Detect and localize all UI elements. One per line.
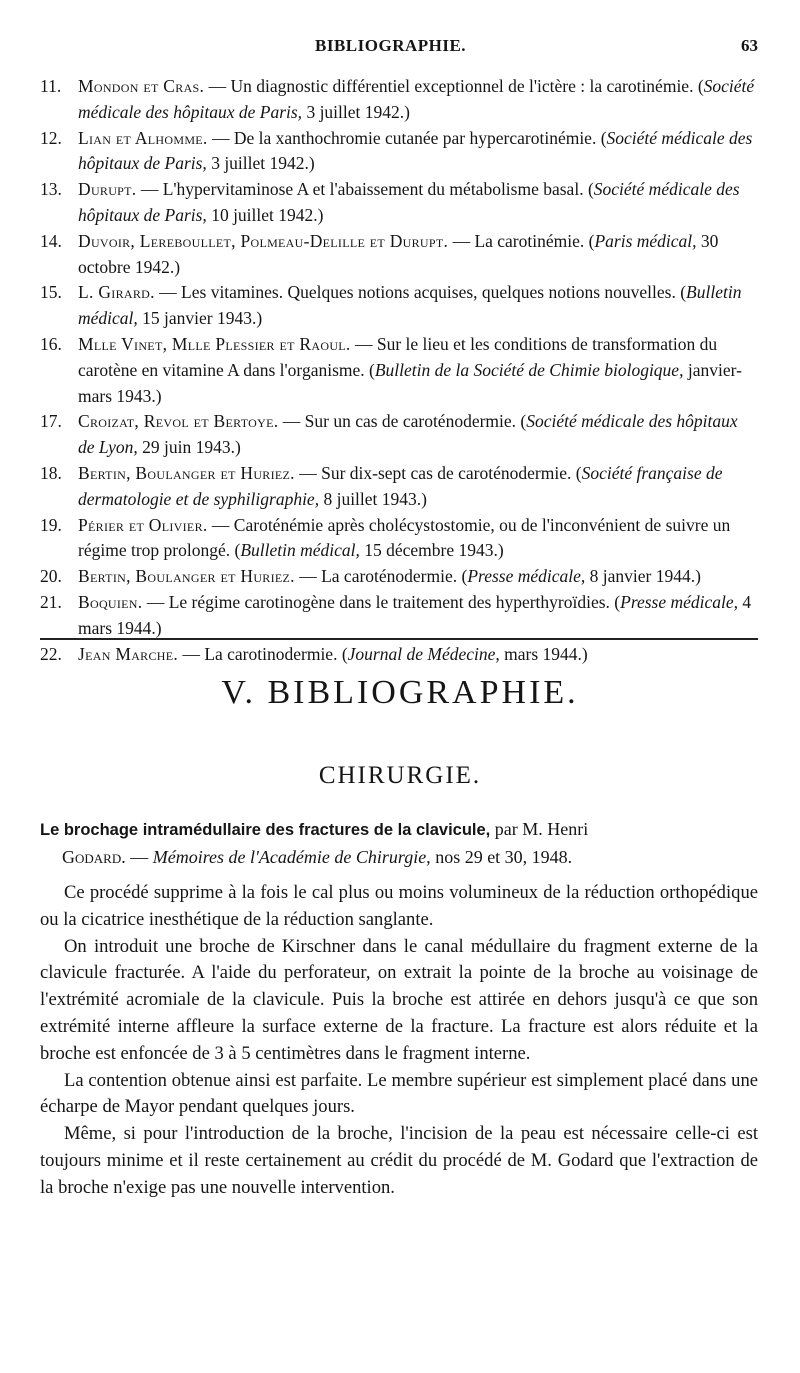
running-header xyxy=(40,32,758,62)
reference-source: Bulletin médical, xyxy=(240,540,360,561)
reviewed-work-dash: — xyxy=(125,847,153,867)
reference-authors: Bertin, Boulanger et Huriez. xyxy=(78,462,295,483)
reference-item xyxy=(40,590,758,642)
reference-item xyxy=(40,126,758,178)
reference-date: 8 juillet 1943.) xyxy=(319,488,427,509)
reference-title: — L'hypervitaminose A et l'abaissement du métabolisme basal. ( xyxy=(136,179,594,200)
reference-number: 11. xyxy=(40,76,62,96)
reference-source: Journal de Médecine, xyxy=(347,643,500,664)
reference-authors: Croizat, Revol et Bertoye. xyxy=(78,411,279,432)
reference-item xyxy=(40,177,758,229)
reference-title: — Sur le lieu et les conditions de transformation du carotène en vitamine A dans l'organisme. ( xyxy=(78,333,718,380)
running-header-title: BIBLIOGRAPHIE. xyxy=(315,36,467,55)
reference-number: 17. xyxy=(40,411,62,432)
reference-item xyxy=(40,280,758,332)
reference-number: 18. xyxy=(40,462,62,483)
reference-source: Paris médical, xyxy=(594,230,697,251)
paragraph: Ce procédé supprime à la fois le cal plus ou moins volumineux de la réduction orthopédique ou la cicatrice inesthétique de la réduction sanglante. xyxy=(40,882,758,930)
reference-authors: Lian et Alhomme. xyxy=(78,127,208,148)
reviewed-work-title: Le brochage intramédullaire des fractures de la clavicule, xyxy=(40,821,491,839)
reference-number: 14. xyxy=(40,230,62,251)
reference-title: — De la xanthochromie cutanée par hypercarotinémie. ( xyxy=(207,127,607,148)
reference-authors: Bertin, Boulanger et Huriez. xyxy=(78,566,295,587)
reference-authors: Duvoir, Lereboullet, Polmeau-Delille et Durupt. xyxy=(78,230,449,251)
reference-date: 30 octobre 1942.) xyxy=(78,230,719,277)
reference-item xyxy=(40,642,758,668)
reference-number: 12. xyxy=(40,127,62,148)
reviewed-work-source-line xyxy=(40,844,760,871)
reference-item xyxy=(40,513,758,565)
reference-authors: Périer et Olivier. xyxy=(78,514,208,535)
reference-date: 15 décembre 1943.) xyxy=(359,540,504,561)
subsection-title: CHIRURGIE. xyxy=(318,762,482,789)
reference-date: 3 juillet 1942.) xyxy=(302,101,410,122)
reference-item xyxy=(40,461,758,513)
section-title: V. BIBLIOGRAPHIE. xyxy=(221,674,579,711)
reference-list xyxy=(40,74,758,667)
reference-number: 15. xyxy=(40,282,62,303)
reference-date: mars 1944.) xyxy=(499,643,588,664)
reference-title: — Sur dix-sept cas de caroténodermie. ( xyxy=(294,462,582,483)
reference-date: 4 mars 1944.) xyxy=(78,591,752,638)
reference-authors: Mlle Vinet, Mlle Plessier et Raoul. xyxy=(78,333,351,354)
reference-source: Société médicale des hôpitaux de Paris, xyxy=(78,127,753,174)
reference-authors: Boquien. xyxy=(78,591,143,612)
reference-source: Société médicale des hôpitaux de Paris, xyxy=(78,179,740,225)
reference-title: — Sur un cas de caroténodermie. ( xyxy=(278,411,527,432)
reference-date: 8 janvier 1944.) xyxy=(585,566,701,587)
reference-number: 19. xyxy=(40,514,62,535)
reference-item xyxy=(40,74,758,126)
reviewed-work-author: Godard. xyxy=(62,847,126,867)
reference-number: 13. xyxy=(40,179,62,200)
page-number: 63 xyxy=(741,36,758,55)
reference-date: 10 juillet 1942.) xyxy=(206,204,324,225)
reference-source: Société médicale des hôpitaux de Lyon, xyxy=(78,411,738,458)
reference-date: 15 janvier 1943.) xyxy=(137,308,263,329)
reference-date: janvier-mars 1943.) xyxy=(78,359,742,406)
reference-source: Bulletin de la Société de Chimie biologique, xyxy=(374,359,684,380)
reference-title: — Un diagnostic différentiel exceptionnel de l'ictère : la carotinémie. ( xyxy=(204,76,704,96)
reference-item xyxy=(40,409,758,461)
reference-number: 16. xyxy=(40,333,62,354)
reference-number: 22. xyxy=(40,643,62,664)
reference-source: Presse médicale, xyxy=(620,591,739,612)
reviewed-work-issue: nos 29 et 30, 1948. xyxy=(430,847,573,867)
reference-number: 20. xyxy=(40,566,62,587)
reference-source: Société française de dermatologie et de syphiligraphie, xyxy=(78,462,723,509)
reference-title: — La carotinodermie. ( xyxy=(178,643,348,664)
paragraph: La contention obtenue ainsi est parfaite. Le membre supérieur est simplement placé dans une écharpe de Mayor pendant quelques jours. xyxy=(40,1069,758,1118)
reference-number: 21. xyxy=(40,591,62,612)
paragraph: On introduit une broche de Kirschner dans le canal médullaire du fragment externe de la clavicule fracturée. A l'aide du perforateur, on extrait la pointe de la broche au voisinage de l'extrémité acromiale de la clavicule. Puis la broche est attirée en dehors jusqu'à ce que son extrémité interne affleure la surface externe de la fracture. La fracture est alors réduite et la broche est enfoncée de 3 à 5 centimètres dans le fragment interne. xyxy=(40,935,758,1064)
review-body xyxy=(40,880,758,1202)
reference-item xyxy=(40,332,758,409)
reference-authors: Mondon et Cras. xyxy=(78,76,205,96)
reference-item xyxy=(40,229,758,281)
reference-authors: Durupt. xyxy=(78,179,137,200)
reviewed-work-citation xyxy=(40,816,760,871)
reference-source: Société médicale des hôpitaux de Paris, xyxy=(78,76,755,122)
reference-date: 3 juillet 1942.) xyxy=(206,153,315,174)
reference-date: 29 juin 1943.) xyxy=(137,437,241,458)
reference-title: — La carotinémie. ( xyxy=(448,230,595,251)
reference-authors: Jean Marche. xyxy=(78,643,179,664)
reference-source: Presse médicale, xyxy=(467,566,586,587)
reference-title: — Le régime carotinogène dans le traitement des hyperthyroïdies. ( xyxy=(142,591,621,612)
reference-title: — Caroténémie après cholécystostomie, ou de l'inconvénient de suivre un régime trop prolongé. ( xyxy=(78,514,731,561)
reference-item xyxy=(40,564,758,590)
reference-title: — Les vitamines. Quelques notions acquises, quelques notions nouvelles. ( xyxy=(154,282,687,303)
reference-title: — La caroténodermie. ( xyxy=(294,566,468,587)
reference-source: Bulletin médical, xyxy=(78,282,742,329)
reviewed-work-source: Mémoires de l'Académie de Chirurgie, xyxy=(152,847,431,867)
reference-authors: L. Girard. xyxy=(78,282,155,303)
paragraph: Même, si pour l'introduction de la broche, l'incision de la peau est nécessaire celle-ci est toujours minime et il reste certainement au crédit du procédé de M. Godard que l'extraction de la broche n'exige pas une nouvelle intervention. xyxy=(40,1123,758,1198)
reviewed-work-by: par M. Henri xyxy=(490,819,589,839)
section-divider xyxy=(40,638,758,640)
